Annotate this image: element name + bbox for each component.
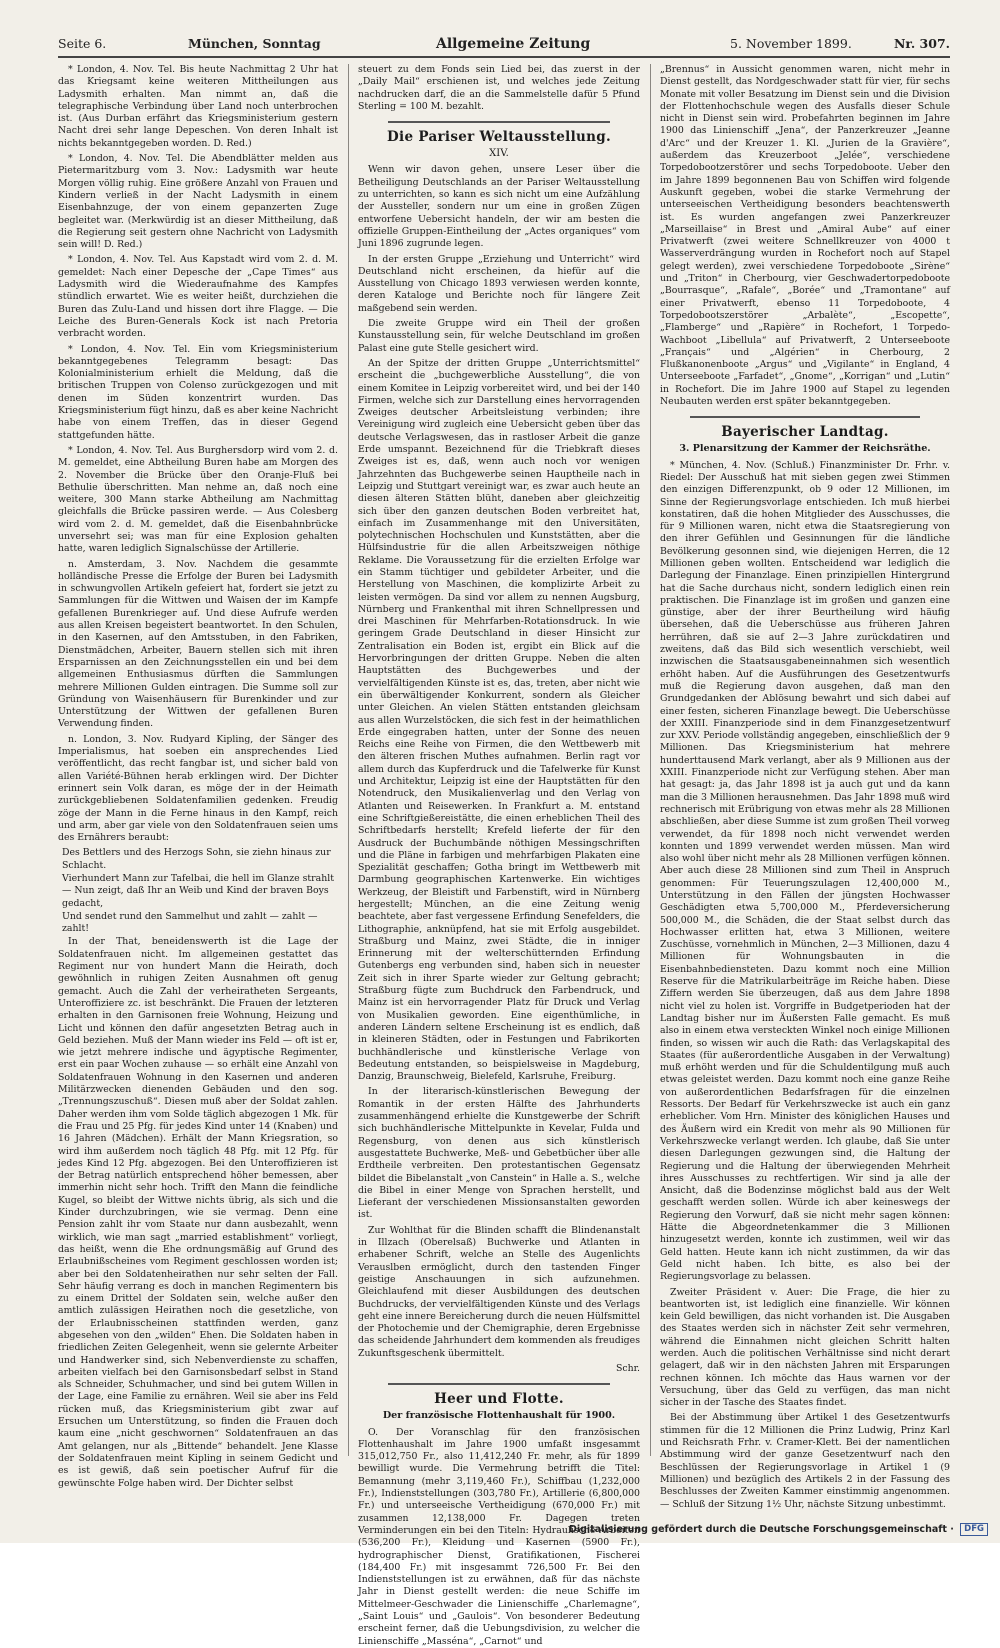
poem-line: Des Bettlers und des Herzogs Sohn, sie ziehn hinaus zur Schlacht.: [62, 847, 331, 871]
section-title: Bayerischer Landtag.: [721, 424, 889, 441]
news-item: * London, 4. Nov. Tel. Bis heute Nachmittag 2 Uhr hat das Kriegsamt keine weiteren Mittheilungen aus Ladysmith erhalten. Man nimmt an, daß die telegraphische Verbindung über Land noch unterbrochen ist. (Aus Durban erfährt das Kriegsministerium gestern Nacht drei sehr lange Depeschen. Von deren Inhalt ist nichts bekanntgegeben worden. D. Red.): [58, 64, 338, 149]
news-item: * London, 4. Nov. Tel. Ein vom Kriegsministerium bekanntgegebenes Telegramm besagt: Das Kolonialministerium erhielt die Meldung, daß die britischen Truppen von Colenso zurückgezogen und mit denen im Süden konzentrirt wurden. Das Kriegsministerium fügt hinzu, daß es aber keine Nachricht habe von einem Treffen, das in dieser Gegend stattgefunden hätte.: [58, 343, 338, 441]
column-3: [660, 64, 950, 1510]
continued-paragraph: „Brennus“ in Aussicht genommen waren, nicht mehr in Dienst gestellt, das Nordgeschwader statt für vier, für sechs Monate mit voller Besatzung im Dienst sein und die Division der Flottenhochschule wegen des Ausfalls dieser Schule nicht in Dienst sein wird. Probefahrten beginnen im Jahre 1900 das Linienschiff „Jena“, der Panzerkreuzer „Jeanne d'Arc“ und der Kreuzer 1. Kl. „Jurien de la Gravière“, außerdem das Kreuzerboot „Jelée“, verschiedene Torpedobootzerstörer und sechs Torpedoboote. Ueber den im Jahre 1899 begonnenen Bau von Schiffen wird folgende Auskunft gegeben, wobei die starke Vermehrung der unterseeischen Vertheidigung besonders beachtenswerth ist. Es wurden angefangen zwei Panzerkreuzer „Marseillaise“ in Brest und „Amiral Aube“ auf einer Privatwerft (zwei weitere Schnellkreuzer von 4000 t Wasserverdrängung wurden in Rochefort noch auf Stapel gelegt werden), zwei verschiedene Torpedoboote „Sirène“ und „Triton“ in Cherbourg, vier Geschwadertorpedoboote „Bourrasque“, „Rafale“, „Borée“ und „Tramontane“ auf einer Privatwerft, ebenso 11 Torpedoboote, 4 Torpedobootszerstörer „Arbalète“, „Escopette“, „Flamberge“ und „Rapière“ in Rochefort, 1 Torpedo-Wachboot „Libellula“ auf Privatwerft, 2 Unterseeboote „Français“ und „Algérien“ in Cherbourg, 2 Flußkanonenboote „Argus“ und „Vigilante“ in England, 4 Unterseeboote „Farfadet“, „Gnome“, „Korrigan“ und „Lutin“ in Rochefort. Die im Jahre 1900 auf Stapel zu legenden Neubauten werden erst später bekanntgegeben.: [660, 64, 950, 408]
article-paragraph: In der That, beneidenswerth ist die Lage der Soldatenfrauen nicht. Im allgemeinen gestattet das Regiment nur von hundert Mann die Heirath, doch gewöhnlich in ruhigen Zeiten Ausnahmen oft genug gemacht. Auch die Zahl der verheiratheten Sergeants, Unteroffiziere zc. ist beschränkt. Die Frauen der letzteren erhalten in den Garnisonen freie Wohnung, Heizung und Licht und können den dafür angesetzten Betrag auch in Geld beziehen. Muß der Mann wieder ins Feld — oft ist er, wie jetzt mehrere indische und ägyptische Regimenter, erst ein paar Wochen zuhause — so erhält eine Anzahl von Soldatenfrauen Wohnung in den Kasernen und anderen Militärzwecken dienenden Gebäuden und den sog. „Trennungszuschuß“. Diesen muß aber der Soldat zahlen. Daher werden ihm vom Solde täglich abgezogen 1 Mk. für die Frau und 25 Pfg. für jedes Kind unter 14 (Knaben) und 16 Jahren (Mädchen). Erhält der Mann Kriegsration, so wird ihm außerdem noch täglich 48 Pfg. mit 12 Pfg. für jedes Kind 12 Pfg. abgezogen. Bei den Unteroffizieren ist der Betrag natürlich entsprechend höher bemessen, aber immerhin nicht sehr hoch. Trifft den Mann die feindliche Kugel, so bleibt der Wittwe nichts übrig, als sich und die Kinder durchzubringen, wie sie vermag. Denn eine Pension zahlt ihr vom Staate nur dann ausbezahlt, wenn wirklich, wie man sagt „married establishment“ vorliegt, das heißt, wenn die Ehe ordnungsmäßig auf Grund des Erlaubnißscheines vom Regiment geschlossen worden ist; aber bei den Soldatenheirathen nur sehr selten der Fall. Sehr häufig verrang es doch in manchen Regimentern bis zu einem Drittel der Soldaten sein, welche außer den amtlich zulässigen Heirathen noch die gesetzliche, von der Erlaubnisscheinen stattfinden werden, ganz abgesehen von den „wilden“ Ehen. Die Soldaten haben in friedlichen Zeiten Gelegenheit, wenn sie gelernte Arbeiter und Handwerker sind, sich Nebenverdienste zu schaffen, arbeiten vielfach bei den Garnisonsbedarf selbst in Stand als Schneider, Schuhmacher, und sind bei gutem Willen in der Lage, eine Familie zu ernähren. Weil sie aber ins Feld rücken muß, das Kriegsministerium gibt zwar auf Ersuchen um Unterstützung, so finden die Frauen doch kaum eine „nicht geschwornen“ Soldatenfrauen an das Amt gelangen, nur als „Bittende“ behandelt. Jene Klasse der Soldatenfrauen meint Kipling in seinem Gedicht und es ist gewiß, daß sein poetischer Aufruf für die gewünschte Folge haben wird. Der Dichter selbst: [58, 936, 338, 1489]
poem-line: Vierhundert Mann zur Tafelbai, die hell im Glanze strahlt — Nun zeigt, daß Ihr an Weib und Kind der braven Boys gedacht,: [62, 873, 334, 909]
column-divider: [348, 64, 349, 1456]
digitization-credit: [569, 1523, 988, 1539]
article-paragraph: In der literarisch-künstlerischen Bewegung der Romantik in der ersten Hälfte des Jahrhunderts zusammenhängend erhielte die Kunstgewerbe der Schrift sich buchhändlerische Mittelpunkte in Kevelar, Fulda und Regensburg, von denen aus sich künstlerisch ausgestattete Buchwerke, Meß- und Gebetbücher über alle Erdtheile verbreiten. Den protestantischen Gegensatz bildet die Bibelanstalt „von Canstein“ in Halle a. S., welche die Bibel in einer Menge von Sprachen herstellt, und Lieferant der verschiedenen Missionsanstalten geworden ist.: [358, 1086, 640, 1221]
news-item: * London, 4. Nov. Tel. Aus Burghersdorp wird vom 2. d. M. gemeldet, eine Abtheilung Buren habe am Morgen des 2. November die Brücke über den Oranje-Fluß bei Bethulie überschritten. Man nehme an, daß noch eine weitere, 300 Mann starke Abtheilung am Nachmittag gleichfalls die Brücke passiren werde. — Aus Colesberg wird vom 2. d. M. gemeldet, daß die Eisenbahnbrücke unversehrt sei; was man für eine Explosion gehalten hatte, waren lediglich Signalschüsse der Artillerie.: [58, 444, 338, 555]
article-paragraph: Die zweite Gruppe wird ein Theil der großen Kunstausstellung sein, für welche Deutschland im großen Palast eine gute Stelle gesichert wird.: [358, 318, 640, 354]
section-title: Heer und Flotte.: [434, 1391, 564, 1408]
article-paragraph: Wenn wir davon gehen, unsere Leser über die Betheiligung Deutschlands an der Pariser Weltausstellung zu unterrichten, so kann es sich nicht um eine Aufzählung der Aussteller, sondern nur um eine in großen Zügen entworfene Uebersicht handeln, der wir am besten die offizielle Gruppen-Eintheilung der „Actes organiques“ vom Juni 1896 zugrunde legen.: [358, 164, 640, 250]
section-number: XIV.: [489, 148, 509, 160]
section-title: Die Pariser Weltausstellung.: [387, 129, 611, 146]
continued-paragraph: steuert zu dem Fonds sein Lied bei, das zuerst in der „Daily Mail“ erschienen ist, und welches jede Zeitung nachdrucken darf, die an die Sammelstelle dafür 5 Pfund Sterling = 100 M. bezahlt.: [358, 64, 640, 112]
header-rule: [58, 56, 950, 58]
issue-number: Nr. 307.: [893, 36, 950, 51]
article-paragraph: Zur Wohlthat für die Blinden schafft die Blindenanstalt in Illzach (Oberelsaß) Buchwerke und Atlanten in erhabener Schrift, welche an Stelle des Augenlichts Verauslben ermöglicht, durch den tastenden Finger geistige Anschauungen in sich aufzunehmen. Gleichlaufend mit dieser Ausbildungen des deutschen Buchdrucks, der vervielfältigenden Künste und des Verlags geht eine innere Bereicherung durch die neuen Hülfsmittel der Photochemie und der Chemigraphie, deren Ergebnisse das scheidende Jahrhundert dem kommenden als freudiges Zukunftsgeschenk übermittelt.: [358, 1224, 640, 1359]
news-item: n. Amsterdam, 3. Nov. Nachdem die gesammte holländische Presse die Erfolge der Buren bei Ladysmith in schwungvollen Artikeln gefeiert hat, fordert sie jetzt zu Sammlungen für die Wittwen und Waisen der im Kampfe gefallenen Burenkrieger auf. Und diese Aufrufe werden aus allen Kreisen begeistert beantwortet. In den Schulen, in den Kasernen, auf den Amtsstuben, in den Fabriken, Dienstmädchen, Arbeiter, Bauern stellen sich mit ihren Ersparnissen an den Zeichnungsstellen ein und bei dem allgemeinen Enthusiasmus dürften die Sammlungen mehrere Millionen Gulden eintragen. Die Summe soll zur Gründung von Waisenhäusern für Burenkinder und zur Unterstützung der Wittwen der gefallenen Buren Verwendung finden.: [58, 558, 338, 730]
credit-text: Digitalisierung gefördert durch die Deutsche Forschungsgemeinschaft ·: [568, 1524, 954, 1535]
section-rule: [690, 416, 920, 418]
article-paragraph: Bei der Abstimmung über Artikel 1 des Gesetzentwurfs stimmen für die 12 Millionen die Prinz Ludwig, Prinz Karl und Reichsrath Frhr. v. Cramer-Klett. Bei der namentlichen Abstimmung wird der ganze Gesetzentwurf nach den Beschlüssen der Regierungsvorlage in Artikel 1 (9 Millionen) und bezüglich des Artikels 2 in der Fassung des Beschlusses der Zweiten Kammer einstimmig angenommen. — Schluß der Sitzung 1½ Uhr, nächste Sitzung unbestimmt.: [660, 1412, 950, 1510]
article-paragraph: An der Spitze der dritten Gruppe „Unterrichtsmittel“ erscheint die „buchgewerbliche Ausstellung“, die von einem Komitee in Leipzig vorbereitet wird, und bei der 140 Firmen, welche sich zur Darstellung eines hervorragenden Zweiges deutscher Arbeitsleistung verbinden; ihre Vereinigung wird zugleich eine Uebersicht geben über das deutsche Verlagswesen, das in rastloser Arbeit die ganze Erde umspannt. Bezeichnend für die Triebkraft dieses Zweiges ist es, daß, wenn auch noch vor wenigen Jahrzehnten das Buchgewerbe seinen Hauptheile nach in Leipzig und Stuttgart vereinigt war, es zwar auch heute an diesen älteren Stätten blüht, daneben aber gleichzeitig sich über den ganzen deutschen Boden verbreitet hat, einfach im Zusammenhange mit den Universitäten, polytechnischen Hochschulen und Kunststätten, aber die Hülfsindustrie für die allen Arbeitszweigen nöthige Reklame. Die Voraussetzung für die erzielten Erfolge war ein Stamm tüchtiger und gebildeter Arbeiter, und die Herstellung von Maschinen, die komplizirte Arbeit zu leisten vermögen. Da sind vor allem zu nennen Augsburg, Nürnberg und Frankenthal mit ihren Schnellpressen und drei Maschinen für Mehrfarben-Rotationsdruck. In wie geringem Grade Deutschland in dieser Hinsicht zur Zentralisation ein Boden ist, ergibt ein Blick auf die Hervorbringungen der dritten Gruppe. Neben die alten Hauptstätten des Buchgewerbes und der vervielfältigenden Künste ist es, das, treten, aber nicht wie ein überwältigender Konkurrent, sondern als Gleicher unter Gleichen. An vielen Stätten entstanden gleichsam aus allen Wurzelstöcken, die sich fest in der heimathlichen Erde eingegraben hatten, unter der Sonne des neuen Reichs eine Reihe von Firmen, die den Wettbewerb mit den älteren frischen Muthes aufnahmen. Berlin ragt vor allem durch das Kupferdruck und die Tafelwerke für Kunst und Architektur, Leipzig ist eine der Hauptstätten für den Notendruck, den Musikalienverlag und den Verlag von Atlanten und Reisewerken. In Frankfurt a. M. entstand eine Schriftgießereistätte, die einen erheblichen Theil des Schriftbedarfs herstellt; Krefeld lieferte der für den Ausdruck der Buchumbände nöthigen Messingschriften und die Pläne in farbigen und mehrfarbigen Plakaten eine Spezialität geschaffen; Gotha bringt im Wettbewerb mit Darmbung geographischen Kartenwerke. Ein wichtiges Werkzeug, der Bleistift und Farbenstift, wird in Nürnberg hergestellt; München, an die eine Zeitung wenig beachtete, aber fast vergessene Erfindung Senefelders, die Lithographie, anknüpfend, hat sie mit Erfolg ausgebildet. Straßburg und Mainz, zwei Städte, die in inniger Erinnerung mit der welterschütternden Erfindung Gutenbergs eng verbunden sind, haben sich in neuester Zeit sich in ihrer Sparte wieder zur Geltung gebracht; Straßburg fügte zum Buchdruck den Farbendruck, und Mainz ist ein hervorragender Platz für Druck und Verlag von Musikalien geworden. Eine eigenthümliche, in anderen Ländern seltene Erscheinung ist es endlich, daß in kleineren Städten, oder in Festungen und Fabrikorten buchhändlerische und künstlerische Verlage von Bedeutung entstanden, so beispielsweise in Magdeburg, Danzig, Braunschweig, Bielefeld, Karlsruhe, Freiburg.: [358, 357, 640, 1083]
news-item: * London, 4. Nov. Tel. Aus Kapstadt wird vom 2. d. M. gemeldet: Nach einer Depesche der „Cape Times“ aus Ladysmith wird die Wiederaufnahme des Kampfes stündlich erwartet. Wie es weiter heißt, durchziehen die Buren das Zulu-Land und hissen dort ihre Flagge. — Die Leiche des Buren-Generals Kock ist nach Pretoria verbracht worden.: [58, 254, 338, 340]
article-subtitle: 3. Plenarsitzung der Kammer der Reichsräthe.: [679, 443, 931, 455]
dfg-logo: DFG: [960, 1523, 988, 1536]
news-item: n. London, 3. Nov. Rudyard Kipling, der Sänger des Imperialismus, hat soeben ein ansprechendes Lied veröffentlicht, das recht fangbar ist, und sicher bald von allen Variété-Bühnen herab erklingen wird. Der Dichter erinnert sein Volk daran, es möge der in der Heimath zurückgebliebenen Soldatenfamilien gedenken. Freudig zöge der Mann in die Ferne hinaus in den Kampf, reich und arm, aber gar viele von den Soldatenfrauen seien ums des Ernährers beraubt:: [58, 733, 338, 844]
column-divider: [650, 64, 651, 1456]
page-header: [58, 36, 950, 56]
issue-date: 5. November 1899.: [730, 36, 852, 51]
article-paragraph: Zweiter Präsident v. Auer: Die Frage, die hier zu beantworten ist, ist lediglich eine finanzielle. Wir können kein Geld bewilligen, das nicht vorhanden ist. Die Ausgaben des Staates werden sich in nächster Zeit sehr vermehren, während die Einnahmen nicht gleichen Schritt halten werden. Auch die politischen Verhältnisse sind nicht derart gelagert, daß wir in den nächsten Jahren mit Ersparungen rechnen können. Ich möchte das Haus warnen vor der Versuchung, über das Geld zu verfügen, das man nicht sicher in der Tasche des Staates findet.: [660, 1286, 950, 1409]
newspaper-title: Allgemeine Zeitung: [436, 36, 591, 52]
column-2: [358, 64, 640, 1647]
column-1: [58, 64, 338, 1489]
article-paragraph: O. Der Voranschlag für den französischen Flottenhaushalt im Jahre 1900 umfaßt insgesammt 315,012,750 Fr., also 11,412,240 Fr. mehr, als für 1899 bewilligt wurde. Die Vermehrung betrifft die Titel: Bemannung (mehr 3,119,460 Fr.), Schiffbau (1,232,000 Fr.), Indienststellungen (303,780 Fr.), Artillerie (6,800,000 Fr.) und unterseeische Vertheidigung (670,000 Fr.) mit zusammen 12,138,000 Fr. Dagegen treten Verminderungen ein bei den Titeln: Hydraulische Arbeiten (536,200 Fr.), Kleidung und Kasernen (5900 Fr.), hydrographischer Dienst, Gratifikationen, Fischerei (184,400 Fr.) mit insgesammt 726,500 Fr. Bei den Indienststellungen ist zu erwähnen, daß für das nächste Jahr in Dienst gestellt werden: die neue Schiffe im Mittelmeer-Geschwader die Linienschiffe „Charlemagne“, „Saint Louis“ und „Gaulois“. Von besonderer Bedeutung erscheint ferner, daß die Uebungsdivision, zu welcher die Linienschiffe „Masséna“, „Carnot“ und: [358, 1426, 640, 1647]
author-signature: Schr.: [615, 1362, 640, 1374]
section-rule: [388, 1383, 610, 1385]
page-number: Seite 6.: [58, 36, 107, 51]
section-rule: [388, 121, 610, 123]
article-paragraph: In der ersten Gruppe „Erziehung und Unterricht“ wird Deutschland nicht erscheinen, da hiefür auf die Ausstellung von Chicago 1893 verwiesen werden konnte, deren Kataloge und Berichte noch für längere Zeit maßgebend sein werden.: [358, 253, 640, 314]
city-day: München, Sonntag: [188, 36, 321, 51]
article-subtitle: Der französische Flottenhaushalt für 1900.: [382, 1410, 616, 1422]
article-paragraph: * München, 4. Nov. (Schluß.) Finanzminister Dr. Frhr. v. Riedel: Der Ausschuß hat mit sieben gegen zwei Stimmen den einzigen Differenzpunkt, ob 9 oder 12 Millionen, im Sinne der Regierungsvorlage entschieden. Ich muß hierbei konstatiren, daß die hohen Mitglieder des Ausschusses, die für 9 Millionen waren, nicht etwa die Staatsregierung von den ihrer Gefühlen und Gesinnungen für die ländliche Bevölkerung gesonnen sind, wie diejenigen Herren, die 12 Millionen geben wollten. Entscheidend war lediglich die Darlegung der Finanzlage. Einen prinzipiellen Hintergrund hat die Sache durchaus nicht, sondern lediglich einen rein praktischen. Die Finanzlage ist im großen und ganzen eine günstige, aber der ihrer Beurtheilung wird häufig übersehen, daß die Ueberschüsse aus früheren Jahren herrühren, daß sie auf 2—3 Jahre zurückdatiren und zweitens, daß das Bild sich wesentlich verschiebt, weil inzwischen die Staatsausgabeneinnahmen sich wesentlich erhöht haben. Auf die Ausführungen des Gesetzentwurfs muß die Regierung davon ausgehen, daß man den Grundgedanken der Ablösung bewahrt und sich dabei auf einer festen, sicheren Finanzlage bewegt. Die Ueberschüsse der XXIII. Finanzperiode sind in dem Finanzgesetzentwurf zur XXV. Periode vollständig angegeben, einschließlich der 9 Millionen. Das Kriegsministerium hat mehrere hunderttausend Mark verlangt, aber als 9 Millionen aus der XXIII. Finanzperiode nicht zur Verfügung stehen. Aber man hat gesagt: ja, das Jahr 1898 ist ja auch gut und da kann man die 3 Millionen herausnehmen. Das Jahr 1898 muß wird rechnerisch mit Erübrigung von etwas mehr als 28 Millionen abschließen, aber diese Summe ist zum großen Theil vorweg verwendet, da für 1898 noch nicht verwendet werden konnten und 1899 verwendet werden müssen. Man wird also wohl über nicht mehr als 28 Millionen verfügen können. Aber auch diese 28 Millionen sind zum Theil in Anspruch genommen: Für Teuerungszulagen 12,400,000 M., Unterstützung in den Fällen der jüngsten Hochwasser Geschädigten etwa 5,700,000 M., Pferdeversicherung 500,000 M., die Schäden, die der Staat selbst durch das Hochwasser erlitten hat, etwa 3 Millionen, weitere Zuschüsse, vornehmlich in München, 2—3 Millionen, dazu 4 Millionen für Wohnungsbauten in die Eisenbahnbediensteten. Dazu kommt noch eine Million Reserve für die Matrikularbeiträge im Reiche haben. Diese Ziffern werden Sie überzeugen, daß aus dem Jahre 1898 nicht viel zu holen ist. Vorgriffe in Budgetperioden hat der Landtag bisher nur im Äußersten Falle gemacht. Es muß also in einem etwa versteckten Winkel noch einige Millionen finden, so wissen wir auch die Rath: das Verlagskapital des Staates (für außerordentliche Ausgaben in der Verwaltung) muß erhöht werden und für die Schuldentilgung muß auch etwas geleistet werden. Dazu kommt noch eine ganze Reihe von außerordentlichen Bedarfsfragen für die einzelnen Ressorts. Der Bedarf für Verkehrszwecke ist auch ein ganz erheblicher. Vom Hrn. Minister des königlichen Hauses und des Äußern wird ein Kredit von mehr als 90 Millionen für Verkehrszwecke verlangt werden. Ich glaube, daß Sie unter diesen Darlegungen gezwungen sind, die Haltung der Regierung und die Haltung der überwiegenden Mehrheit ihres Ausschusses zu rechtfertigen. Wir sind ja alle der Ansicht, daß die Bodenzinse möglichst bald aus der Welt geschafft werden sollen. Würde ich aber keineswegs der Regierung den Vorwurf, daß sie nicht mehr sagen können: Hätte die Abgeordnetenkammer die 3 Millionen hinzugesetzt werden, konnte ich zustimmen, weil wir das Geld hatten. Heute kann ich nicht zustimmen, da wir das Geld nicht haben. Ich bitte, es also bei der Regierungsvorlage zu belassen.: [660, 459, 950, 1283]
poem-line: Und sendet rund den Sammelhut und zahlt — zahlt — zahlt!: [62, 910, 318, 935]
news-item: * London, 4. Nov. Tel. Die Abendblätter melden aus Pietermaritzburg vom 3. Nov.: Ladysmith war heute Morgen völlig ruhig. Eine größere Anzahl von Frauen und Kindern verließ in der Nacht Ladysmith in einem Eisenbahnzuge, der von einem gepanzerten Zuge begleitet war. (Merkwürdig ist an dieser Mittheilung, daß die Regierung seit gestern ohne Nachricht von Ladysmith sein will! D. Red.): [58, 153, 338, 251]
